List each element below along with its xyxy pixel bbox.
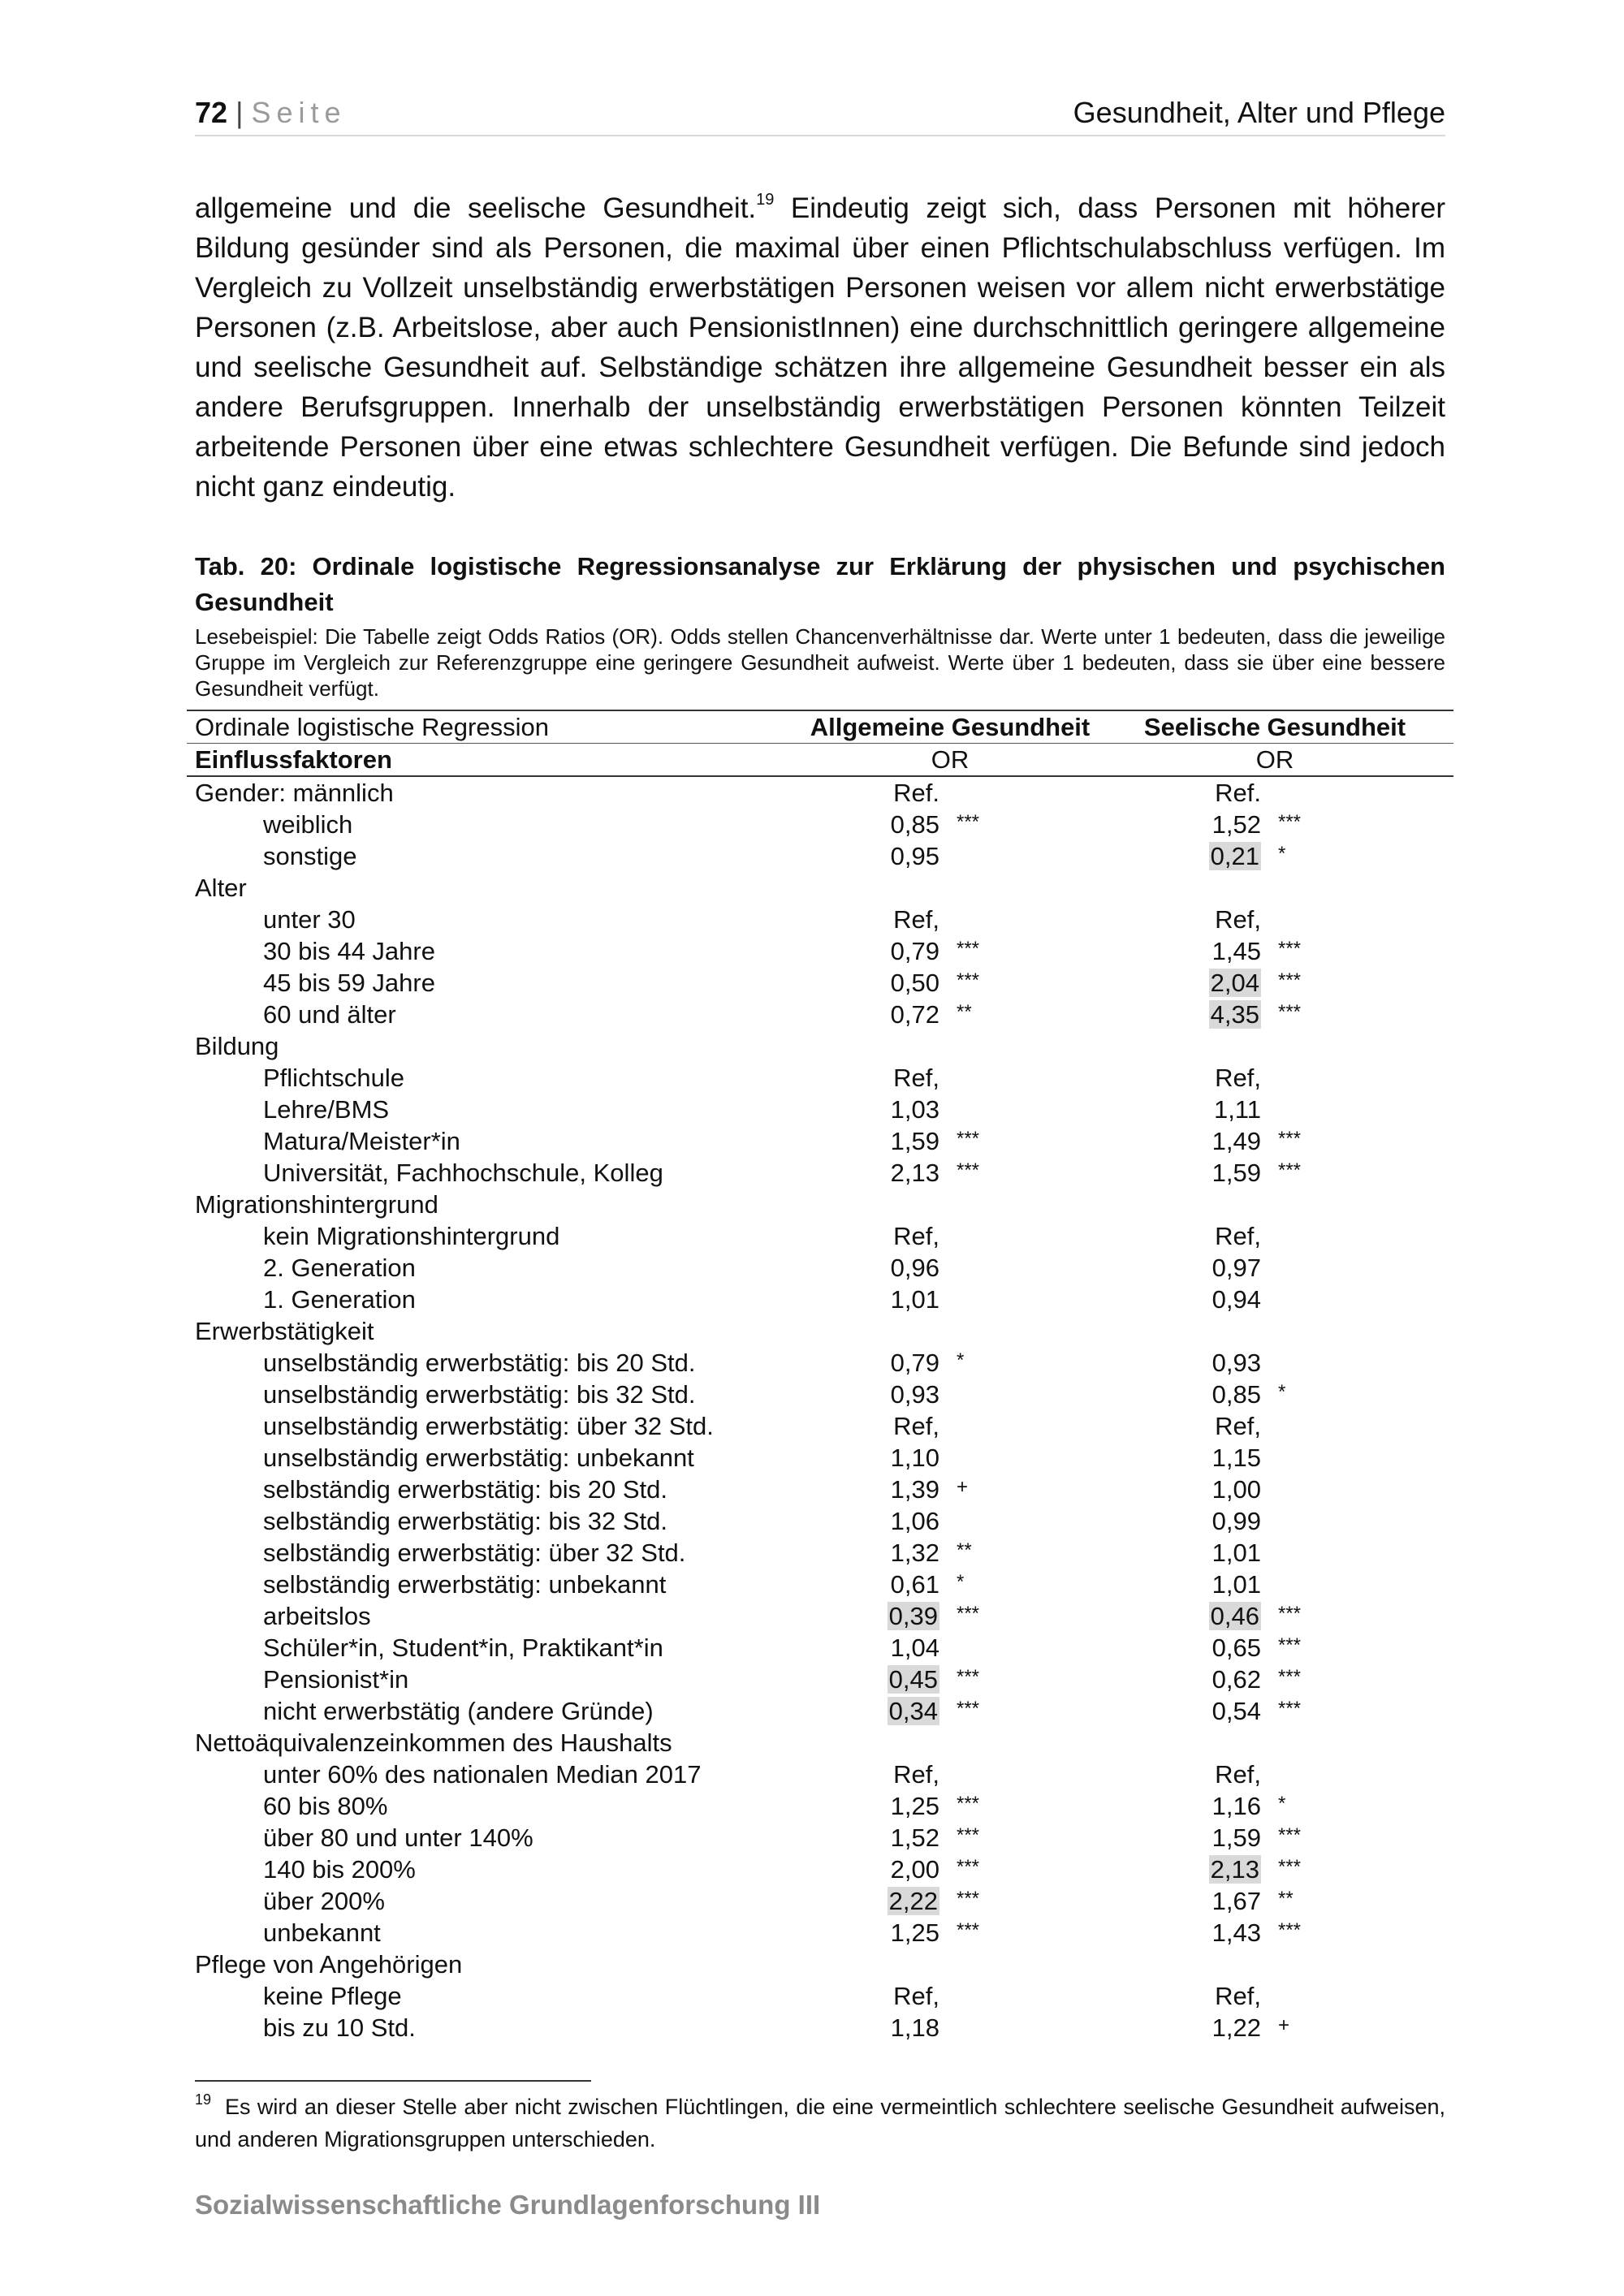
or-value-text: 0,79 [890, 937, 939, 965]
footnote [195, 2091, 1445, 2156]
or-value-text: 0,50 [890, 969, 939, 997]
group-label: Alter [195, 874, 247, 902]
row-label: Universität, Fachhochschule, Kolleg [263, 1159, 663, 1187]
row-label: weiblich [263, 810, 353, 839]
footnote-number: 19 [195, 2091, 212, 2108]
row-label: Schüler*in, Student*in, Praktikant*in [263, 1634, 663, 1662]
or-value-general [842, 809, 939, 840]
or-value-text: 0,94 [1212, 1285, 1261, 1314]
table-row [187, 999, 1453, 1030]
or-value-text: Ref, [893, 1412, 939, 1440]
group-label: Erwerbstätigkeit [195, 1317, 374, 1345]
or-value-text: 1,03 [890, 1095, 939, 1124]
or-value-text: 1,45 [1212, 937, 1261, 965]
or-value-general [842, 1347, 939, 1379]
row-label: sonstige [263, 842, 357, 870]
table-row [187, 1759, 1453, 1790]
or-value-text: 0,21 [1210, 842, 1259, 870]
or-value-general [842, 935, 939, 967]
or-value-general [842, 840, 939, 872]
or-value-mental [1164, 1664, 1261, 1695]
group-label: Gender: männlich [195, 779, 394, 807]
table-row [187, 840, 1453, 872]
or-value-text: 1,16 [1212, 1792, 1261, 1820]
table-row [187, 1885, 1453, 1917]
or-value-general [842, 1284, 939, 1315]
or-value-general [842, 1600, 939, 1632]
or-value-text: 1,25 [890, 1792, 939, 1820]
or-value-mental [1164, 967, 1261, 999]
row-label: unbekannt [263, 1918, 381, 1947]
significance-general: *** [957, 811, 980, 833]
or-value-text: 1,49 [1212, 1127, 1261, 1155]
body-paragraph [195, 188, 1445, 507]
table-row [187, 1917, 1453, 1949]
or-value-mental [1164, 1347, 1261, 1379]
significance-mental: *** [1278, 938, 1302, 960]
or-value-mental [1164, 1284, 1261, 1315]
or-value-general [842, 1252, 939, 1284]
or-value-text: Ref. [893, 779, 939, 807]
or-value-mental [1164, 1157, 1261, 1189]
or-value-text: 0,34 [888, 1697, 938, 1725]
row-label: 45 bis 59 Jahre [263, 969, 435, 997]
or-value-text: 1,59 [1212, 1823, 1261, 1852]
table-header-row-1 [187, 710, 1453, 744]
or-value-text: 0,45 [888, 1665, 938, 1694]
or-value-text: Ref, [1215, 905, 1261, 934]
group-label: Bildung [195, 1032, 279, 1060]
row-label: nicht erwerbstätig (andere Gründe) [263, 1697, 654, 1725]
table-row [187, 1790, 1453, 1822]
header-factors-label: Einflussfaktoren [195, 745, 392, 774]
significance-mental: *** [1278, 1001, 1302, 1023]
header-or-mental: OR [1255, 745, 1294, 774]
or-value-general [842, 1125, 939, 1157]
or-value-general [842, 1822, 939, 1854]
or-value-general [842, 1474, 939, 1505]
significance-general: *** [957, 1856, 980, 1878]
row-label: unselbständig erwerbstätig: bis 20 Std. [263, 1349, 696, 1377]
or-value-text: Ref. [1215, 779, 1261, 807]
or-value-mental [1164, 999, 1261, 1030]
or-value-text: 1,22 [1212, 2013, 1261, 2042]
table-row [187, 1664, 1453, 1695]
or-value-mental [1164, 1759, 1261, 1790]
table-row [187, 1125, 1453, 1157]
or-value-mental [1164, 1917, 1261, 1949]
or-value-text: 1,18 [890, 2013, 939, 2042]
or-value-general [842, 1379, 939, 1410]
footnote-text: Es wird an dieser Stelle aber nicht zwischen Flüchtlingen, die eine vermeintlich schlechtere seelische Gesundheit aufweisen, und anderen Migrationsgruppen unterschieden. [195, 2095, 1445, 2151]
table-header-row-2 [187, 744, 1453, 777]
or-value-mental [1164, 935, 1261, 967]
page-word: Seite [251, 96, 347, 129]
or-value-text: Ref, [893, 905, 939, 934]
or-value-mental [1164, 1125, 1261, 1157]
table-row [187, 1379, 1453, 1410]
significance-general: *** [957, 1159, 980, 1181]
or-value-mental [1164, 1474, 1261, 1505]
table-row [187, 1600, 1453, 1632]
or-value-general [842, 1442, 939, 1474]
table-row [187, 1252, 1453, 1284]
page-header [195, 96, 1445, 136]
table-row [187, 1062, 1453, 1094]
or-value-text: Ref, [893, 1982, 939, 2010]
header-or-general: OR [931, 745, 970, 774]
or-value-text: 1,00 [1212, 1475, 1261, 1504]
or-value-mental [1164, 1252, 1261, 1284]
table-row [187, 935, 1453, 967]
table-row [187, 1094, 1453, 1125]
or-value-general [842, 1157, 939, 1189]
or-value-general [842, 904, 939, 935]
group-label: Nettoäquivalenzeinkommen des Haushalts [195, 1728, 672, 1757]
table-row [187, 777, 1453, 809]
significance-general: *** [957, 1919, 980, 1941]
body-text-rest: Eindeutig zeigt sich, dass Personen mit höherer Bildung gesünder sind als Personen, die maximal über einen Pflichtschulabschluss verfügen. Im Vergleich zu Vollzeit unselbständig erwerbstätigen Personen weisen vor allem nicht erwerbstätige Personen (z.B. Arbeitslose, aber auch PensionistInnen) eine durchschnittlich geringere allgemeine und seelische Gesundheit auf. Selbständige schätzen ihre allgemeine Gesundheit besser ein als andere Berufsgruppen. Innerhalb der unselbständig erwerbstätigen Personen könnten Teilzeit arbeitende Personen über eine etwas schlechtere Gesundheit verfügen. Die Befunde sind jedoch nicht ganz eindeutig. [195, 192, 1445, 503]
or-value-text: Ref, [1215, 1982, 1261, 2010]
running-title: Gesundheit, Alter und Pflege [1073, 96, 1445, 129]
significance-mental: *** [1278, 969, 1302, 991]
regression-table [187, 710, 1453, 2044]
row-label: 60 und älter [263, 1000, 396, 1029]
row-label: selbständig erwerbstätig: bis 20 Std. [263, 1475, 667, 1504]
row-label: kein Migrationshintergrund [263, 1222, 560, 1250]
or-value-mental [1164, 1442, 1261, 1474]
row-label: unselbständig erwerbstätig: unbekannt [263, 1444, 694, 1472]
row-label: Matura/Meister*in [263, 1127, 460, 1155]
or-value-text: 2,00 [890, 1855, 939, 1884]
significance-mental: *** [1278, 1824, 1302, 1846]
table-row [187, 904, 1453, 935]
or-value-mental [1164, 1854, 1261, 1885]
or-value-mental [1164, 1220, 1261, 1252]
or-value-text: 1,04 [890, 1634, 939, 1662]
or-value-general [842, 1759, 939, 1790]
or-value-text: 1,39 [890, 1475, 939, 1504]
table-row [187, 1347, 1453, 1379]
or-value-mental [1164, 1505, 1261, 1537]
or-value-text: Ref, [893, 1760, 939, 1789]
page-number-block [195, 96, 347, 130]
row-label: unselbständig erwerbstätig: über 32 Std. [263, 1412, 714, 1440]
header-general-health: Allgemeine Gesundheit [810, 713, 1091, 741]
or-value-general [842, 1062, 939, 1094]
or-value-mental [1164, 1885, 1261, 1917]
or-value-general [842, 967, 939, 999]
or-value-general [842, 1790, 939, 1822]
or-value-text: 1,43 [1212, 1918, 1261, 1947]
row-label: Pensionist*in [263, 1665, 409, 1694]
table-row [187, 1537, 1453, 1569]
significance-general: *** [957, 938, 980, 960]
or-value-mental [1164, 1379, 1261, 1410]
or-value-general [842, 1094, 939, 1125]
significance-mental: *** [1278, 1698, 1302, 1720]
or-value-text: Ref, [1215, 1064, 1261, 1092]
or-value-text: 0,85 [1212, 1380, 1261, 1409]
or-value-text: 1,59 [890, 1127, 939, 1155]
or-value-text: 0,72 [890, 1000, 939, 1029]
significance-mental: *** [1278, 1856, 1302, 1878]
table-row [187, 2012, 1453, 2044]
or-value-mental [1164, 1410, 1261, 1442]
or-value-general [842, 999, 939, 1030]
table-row [187, 1505, 1453, 1537]
or-value-mental [1164, 1600, 1261, 1632]
or-value-text: 1,11 [1213, 1095, 1261, 1124]
table-row [187, 1632, 1453, 1664]
significance-mental: + [1278, 2014, 1290, 2036]
group-label: Migrationshintergrund [195, 1190, 438, 1219]
or-value-general [842, 1537, 939, 1569]
or-value-text: Ref, [893, 1222, 939, 1250]
or-value-text: 1,32 [890, 1539, 939, 1567]
table-row [187, 1949, 1453, 1980]
or-value-general [842, 1854, 939, 1885]
significance-general: *** [957, 1603, 980, 1625]
or-value-text: 0,46 [1210, 1602, 1259, 1630]
or-value-general [842, 777, 939, 809]
or-value-text: 4,35 [1210, 1000, 1259, 1029]
or-value-text: Ref, [1215, 1760, 1261, 1789]
or-value-text: 0,61 [890, 1570, 939, 1599]
or-value-general [842, 1980, 939, 2012]
or-value-general [842, 1917, 939, 1949]
significance-mental: * [1278, 843, 1286, 865]
significance-general: *** [957, 969, 980, 991]
row-label: arbeitslos [263, 1602, 371, 1630]
table-row [187, 1189, 1453, 1220]
or-value-general [842, 1410, 939, 1442]
or-value-text: 0,97 [1212, 1254, 1261, 1282]
significance-mental: *** [1278, 811, 1302, 833]
table-row [187, 809, 1453, 840]
or-value-mental [1164, 2012, 1261, 2044]
or-value-text: 0,85 [890, 810, 939, 839]
page-footer: Sozialwissenschaftliche Grundlagenforschung III [195, 2190, 821, 2220]
header-model-label: Ordinale logistische Regression [195, 713, 549, 741]
significance-general: * [957, 1349, 965, 1371]
or-value-mental [1164, 1632, 1261, 1664]
or-value-text: 1,52 [890, 1823, 939, 1852]
or-value-mental [1164, 1062, 1261, 1094]
footnote-divider [195, 2080, 591, 2082]
row-label: über 200% [263, 1887, 385, 1915]
or-value-general [842, 1664, 939, 1695]
significance-mental: ** [1278, 1888, 1294, 1910]
or-value-general [842, 1505, 939, 1537]
row-label: über 80 und unter 140% [263, 1823, 533, 1852]
or-value-mental [1164, 840, 1261, 872]
or-value-general [842, 1220, 939, 1252]
or-value-text: 1,25 [890, 1918, 939, 1947]
group-label: Pflege von Angehörigen [195, 1950, 463, 1979]
or-value-text: 2,22 [888, 1887, 938, 1915]
significance-general: *** [957, 1793, 980, 1815]
significance-mental: *** [1278, 1634, 1302, 1656]
table-row [187, 1569, 1453, 1600]
significance-mental: *** [1278, 1159, 1302, 1181]
significance-general: *** [957, 1666, 980, 1688]
table-row [187, 1854, 1453, 1885]
body-text-start: allgemeine und die seelische Gesundheit. [195, 192, 757, 224]
table-row [187, 1030, 1453, 1062]
or-value-mental [1164, 1695, 1261, 1727]
or-value-text: 1,59 [1212, 1159, 1261, 1187]
or-value-text: 0,95 [890, 842, 939, 870]
page-number: 72 [195, 96, 228, 129]
row-label: 2. Generation [263, 1254, 416, 1282]
or-value-general [842, 2012, 939, 2044]
table-row [187, 1474, 1453, 1505]
header-mental-health: Seelische Gesundheit [1143, 713, 1406, 741]
or-value-general [842, 1569, 939, 1600]
table-row [187, 1695, 1453, 1727]
significance-general: *** [957, 1698, 980, 1720]
significance-general: * [957, 1571, 965, 1593]
significance-general: *** [957, 1128, 980, 1150]
significance-general: *** [957, 1888, 980, 1910]
header-separator: | [235, 96, 244, 129]
significance-mental: *** [1278, 1128, 1302, 1150]
or-value-text: 1,52 [1212, 810, 1261, 839]
or-value-text: 0,39 [888, 1602, 938, 1630]
table-caption: Tab. 20: Ordinale logistische Regressionsanalyse zur Erklärung der physischen und psychischen Gesundheit [195, 552, 1445, 616]
or-value-text: 0,93 [1212, 1349, 1261, 1377]
or-value-mental [1164, 1822, 1261, 1854]
significance-general: ** [957, 1001, 972, 1023]
or-value-general [842, 1885, 939, 1917]
or-value-text: 0,99 [1212, 1507, 1261, 1535]
or-value-mental [1164, 1537, 1261, 1569]
row-label: unter 30 [263, 905, 356, 934]
or-value-general [842, 1632, 939, 1664]
or-value-text: 1,67 [1212, 1887, 1261, 1915]
or-value-text: 0,93 [890, 1380, 939, 1409]
row-label: 1. Generation [263, 1285, 416, 1314]
significance-mental: * [1278, 1381, 1286, 1403]
or-value-text: 1,15 [1212, 1444, 1261, 1472]
or-value-text: Ref, [1215, 1222, 1261, 1250]
or-value-text: Ref, [1215, 1412, 1261, 1440]
row-label: unselbständig erwerbstätig: bis 32 Std. [263, 1380, 696, 1409]
significance-mental: * [1278, 1793, 1286, 1815]
or-value-text: 0,54 [1212, 1697, 1261, 1725]
row-label: selbständig erwerbstätig: bis 32 Std. [263, 1507, 667, 1535]
row-label: unter 60% des nationalen Median 2017 [263, 1760, 702, 1789]
or-value-text: 2,13 [1210, 1855, 1259, 1884]
table-row [187, 1284, 1453, 1315]
or-value-mental [1164, 809, 1261, 840]
significance-general: *** [957, 1824, 980, 1846]
table-row [187, 1220, 1453, 1252]
significance-general: ** [957, 1539, 972, 1561]
table-row [187, 1315, 1453, 1347]
or-value-text: 0,62 [1212, 1665, 1261, 1694]
or-value-mental [1164, 777, 1261, 809]
or-value-text: 2,13 [890, 1159, 939, 1187]
or-value-text: 1,10 [890, 1444, 939, 1472]
row-label: Pflichtschule [263, 1064, 405, 1092]
significance-general: + [957, 1476, 969, 1498]
or-value-text: 1,06 [890, 1507, 939, 1535]
row-label: 140 bis 200% [263, 1855, 416, 1884]
or-value-text: 1,01 [890, 1285, 939, 1314]
or-value-text: 1,01 [1212, 1539, 1261, 1567]
or-value-general [842, 1695, 939, 1727]
or-value-text: 1,01 [1212, 1570, 1261, 1599]
significance-mental: *** [1278, 1919, 1302, 1941]
table-row [187, 1442, 1453, 1474]
table-row [187, 1980, 1453, 2012]
row-label: Lehre/BMS [263, 1095, 390, 1124]
reading-example: Lesebeispiel: Die Tabelle zeigt Odds Ratios (OR). Odds stellen Chancenverhältnisse dar. Werte unter 1 bedeuten, dass die jeweilige Gruppe im Vergleich zur Referenzgruppe eine geringere Gesundheit aufweist. Werte über 1 bedeuten, dass sie über eine bessere Gesundheit verfügt. [195, 624, 1445, 701]
table-row [187, 1410, 1453, 1442]
row-label: selbständig erwerbstätig: unbekannt [263, 1570, 667, 1599]
significance-mental: *** [1278, 1666, 1302, 1688]
or-value-mental [1164, 1094, 1261, 1125]
or-value-mental [1164, 1790, 1261, 1822]
significance-mental: *** [1278, 1603, 1302, 1625]
table-body [187, 777, 1453, 2044]
or-value-text: 0,79 [890, 1349, 939, 1377]
row-label: selbständig erwerbstätig: über 32 Std. [263, 1539, 686, 1567]
table-row [187, 1822, 1453, 1854]
row-label: 60 bis 80% [263, 1792, 388, 1820]
or-value-text: 2,04 [1210, 969, 1259, 997]
or-value-text: 0,65 [1212, 1634, 1261, 1662]
table-row [187, 872, 1453, 904]
table-row [187, 967, 1453, 999]
table-row [187, 1727, 1453, 1759]
table-row [187, 1157, 1453, 1189]
or-value-text: 0,96 [890, 1254, 939, 1282]
row-label: keine Pflege [263, 1982, 402, 2010]
or-value-mental [1164, 1569, 1261, 1600]
or-value-text: Ref, [893, 1064, 939, 1092]
row-label: 30 bis 44 Jahre [263, 937, 435, 965]
or-value-mental [1164, 904, 1261, 935]
or-value-mental [1164, 1980, 1261, 2012]
footnote-reference[interactable]: 19 [756, 191, 775, 209]
row-label: bis zu 10 Std. [263, 2013, 416, 2042]
